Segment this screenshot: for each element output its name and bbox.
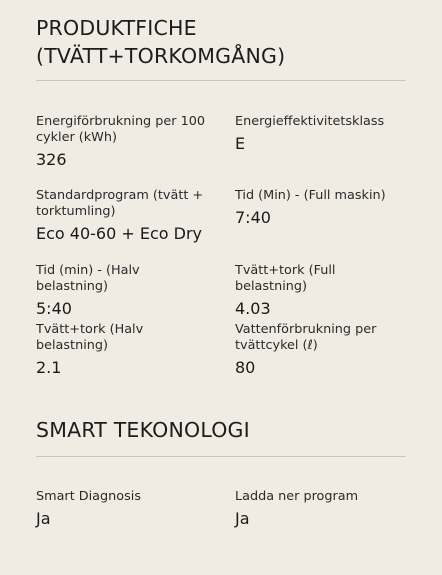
smart-technology-heading: SMART TEKONOLOGI [36,418,250,442]
spec-value: E [235,134,246,153]
section-divider [36,456,406,457]
spec-wash-dry-half-load [36,322,212,378]
spec-standard-program [36,188,212,244]
spec-label: Smart Diagnosis [36,489,141,504]
produktfiche-title-line1: PRODUKTFICHE [36,16,197,40]
spec-label: Standardprogram (tvätt + torktumling) [36,188,204,219]
spec-label: Vattenförbrukning per tvättcykel (ℓ) [235,322,377,353]
spec-energy-class [235,114,411,154]
spec-label: Ladda ner program [235,489,359,504]
spec-value: 2.1 [36,358,62,377]
spec-value: Ja [235,509,250,528]
produktfiche-title-line2: (TVÄTT+TORKOMGÅNG) [36,44,286,68]
spec-label: Energieffektivitetsklass [235,114,385,129]
spec-water-consumption [235,322,411,378]
spec-label: Tvätt+tork (Full belastning) [235,263,336,294]
spec-label: Tid (Min) - (Full maskin) [235,188,386,203]
spec-value: Eco 40-60 + Eco Dry [36,224,202,243]
produktfiche-heading [36,14,285,70]
spec-value: 80 [235,358,256,377]
spec-value: Ja [36,509,51,528]
spec-label: Energiförbrukning per 100 cykler (kWh) [36,114,206,145]
spec-wash-dry-full-load [235,263,411,319]
section-divider [36,80,406,81]
spec-label: Tvätt+tork (Halv belastning) [36,322,144,353]
spec-download-program [235,489,411,529]
spec-time-full-load [235,188,411,228]
spec-energy-consumption [36,114,212,170]
spec-value: 5:40 [36,299,72,318]
spec-value: 4.03 [235,299,271,318]
spec-label: Tid (min) - (Halv belastning) [36,263,140,294]
spec-smart-diagnosis [36,489,212,529]
spec-time-half-load [36,263,212,319]
spec-value: 7:40 [235,208,271,227]
spec-value: 326 [36,150,67,169]
